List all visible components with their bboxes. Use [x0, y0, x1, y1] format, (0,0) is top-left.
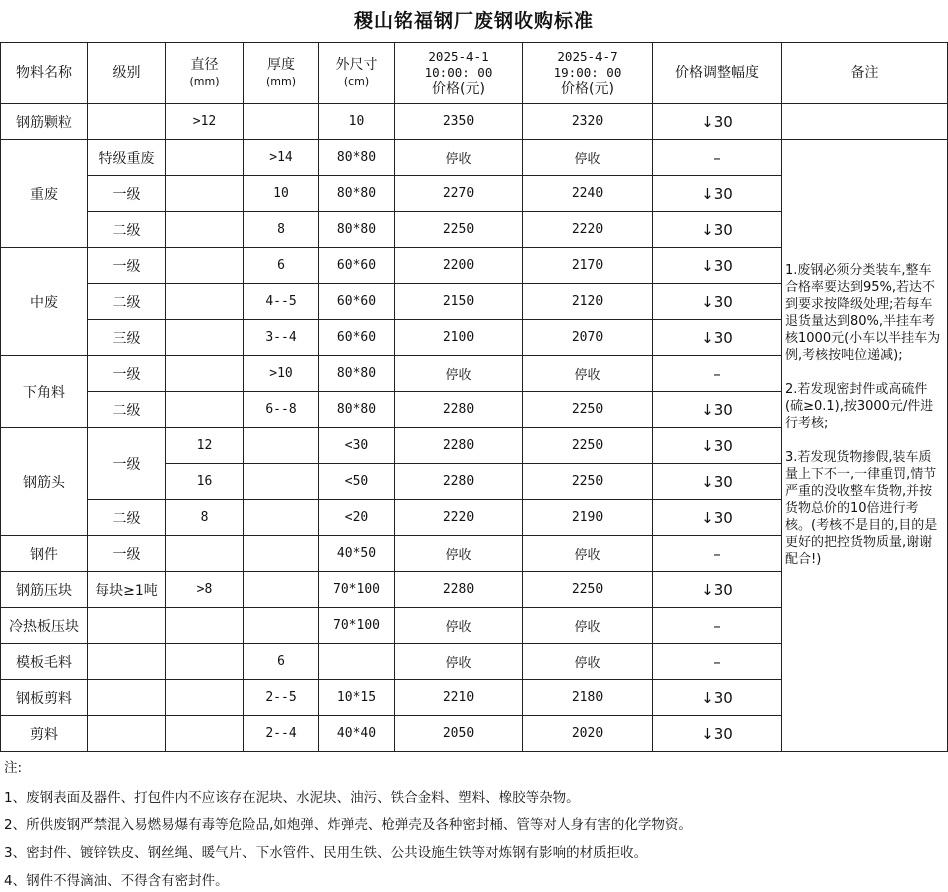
diameter-cell [166, 140, 244, 176]
price-after-cell: 2250 [523, 392, 653, 428]
price-change-cell: – [653, 536, 782, 572]
diameter-cell: >8 [166, 572, 244, 608]
grade-cell: 三级 [88, 320, 166, 356]
size-cell: 80*80 [319, 140, 395, 176]
diameter-cell: >12 [166, 104, 244, 140]
material-name-cell: 下角料 [1, 356, 88, 428]
material-name-cell: 中废 [1, 248, 88, 356]
diameter-cell [166, 356, 244, 392]
header-grade: 级别 [88, 43, 166, 104]
thickness-cell [244, 464, 319, 500]
remark-empty-cell [782, 104, 948, 140]
price-before-cell: 2250 [395, 212, 523, 248]
grade-cell [88, 644, 166, 680]
price-change-cell: ↓30 [653, 176, 782, 212]
price-change-cell: ↓30 [653, 248, 782, 284]
price-change-cell: ↓30 [653, 212, 782, 248]
thickness-cell: 2--5 [244, 680, 319, 716]
diameter-cell: 12 [166, 428, 244, 464]
header-size [319, 43, 395, 104]
grade-cell [88, 608, 166, 644]
thickness-cell [244, 500, 319, 536]
header-thickness-label: 厚度 [267, 56, 295, 73]
remark-cell: 1.废钢必须分类装车,整车合格率要达到95%,若达不到要求按降级处理;若每车退货量达到80%,半挂车考核1000元(小车以半挂车为例,考核按吨位递减); 2.若发现密封件或高硫件(硫≥0.1),按3000元/件进行考核; 3.若发现货物掺假,装车质量上下不一,一律重罚,情节严重的没收整车货物,并按货物总价的10倍进行考核。(考核不是目的,目的是更好的把控货物质量,谢谢配合!) [782, 140, 948, 752]
price-before-cell: 停收 [395, 644, 523, 680]
price-after-cell: 2320 [523, 104, 653, 140]
diameter-cell [166, 716, 244, 752]
price-change-cell: ↓30 [653, 320, 782, 356]
thickness-cell [244, 536, 319, 572]
price-after-cell: 2250 [523, 464, 653, 500]
diameter-cell [166, 320, 244, 356]
diameter-cell [166, 212, 244, 248]
price-after-cell: 2190 [523, 500, 653, 536]
note-item-1: 1、废钢表面及器件、打包件内不应该存在泥块、水泥块、油污、铁合金料、塑料、橡胶等杂物。 [4, 790, 580, 806]
price-before-cell: 停收 [395, 356, 523, 392]
grade-cell: 二级 [88, 392, 166, 428]
grade-cell [88, 680, 166, 716]
price-change-cell: ↓30 [653, 464, 782, 500]
thickness-cell: 4--5 [244, 284, 319, 320]
header-diameter [166, 43, 244, 104]
grade-cell: 每块≥1吨 [88, 572, 166, 608]
size-cell: 70*100 [319, 608, 395, 644]
price-after-cell: 停收 [523, 644, 653, 680]
note-item-3: 3、密封件、镀锌铁皮、钢丝绳、暖气片、下水管件、民用生铁、公共设施生铁等对炼钢有影响的材质拒收。 [4, 845, 648, 861]
size-cell: 10 [319, 104, 395, 140]
size-cell: 80*80 [319, 176, 395, 212]
price-before-cell: 停收 [395, 608, 523, 644]
thickness-cell [244, 572, 319, 608]
diameter-cell: 16 [166, 464, 244, 500]
header-date1 [395, 43, 523, 104]
thickness-cell: 10 [244, 176, 319, 212]
thickness-cell: 2--4 [244, 716, 319, 752]
grade-cell: 特级重废 [88, 140, 166, 176]
note-item-4: 4、钢件不得滴油、不得含有密封件。 [4, 873, 229, 889]
thickness-cell: 6 [244, 248, 319, 284]
grade-cell: 二级 [88, 212, 166, 248]
diameter-cell [166, 536, 244, 572]
material-name-cell: 钢筋压块 [1, 572, 88, 608]
header-size-unit: (cm) [343, 74, 370, 88]
material-name-cell: 冷热板压块 [1, 608, 88, 644]
grade-cell: 二级 [88, 284, 166, 320]
material-name-cell: 重废 [1, 140, 88, 248]
thickness-cell: 3--4 [244, 320, 319, 356]
price-change-cell: – [653, 140, 782, 176]
price-after-cell: 2250 [523, 428, 653, 464]
thickness-cell [244, 104, 319, 140]
material-name-cell: 钢板剪料 [1, 680, 88, 716]
header-date1-time: 10:00: 00 [424, 65, 493, 80]
price-before-cell: 2280 [395, 464, 523, 500]
price-after-cell: 2240 [523, 176, 653, 212]
size-cell: 60*60 [319, 320, 395, 356]
thickness-cell: >10 [244, 356, 319, 392]
price-change-cell: ↓30 [653, 428, 782, 464]
price-after-cell: 2120 [523, 284, 653, 320]
thickness-cell: >14 [244, 140, 319, 176]
header-diameter-label: 直径 [190, 56, 219, 73]
price-after-cell: 2220 [523, 212, 653, 248]
material-name-cell: 钢件 [1, 536, 88, 572]
price-after-cell: 2250 [523, 572, 653, 608]
header-date2-time: 19:00: 00 [553, 65, 622, 80]
price-after-cell: 2180 [523, 680, 653, 716]
thickness-cell: 6 [244, 644, 319, 680]
thickness-cell [244, 428, 319, 464]
price-change-cell: ↓30 [653, 284, 782, 320]
material-name-cell: 钢筋颗粒 [1, 104, 88, 140]
price-after-cell: 停收 [523, 356, 653, 392]
price-change-cell: ↓30 [653, 104, 782, 140]
size-cell: 80*80 [319, 392, 395, 428]
size-cell: <50 [319, 464, 395, 500]
price-before-cell: 2280 [395, 428, 523, 464]
grade-cell: 一级 [88, 356, 166, 392]
price-before-cell: 2100 [395, 320, 523, 356]
price-change-cell: ↓30 [653, 500, 782, 536]
price-before-cell: 2050 [395, 716, 523, 752]
size-cell: 70*100 [319, 572, 395, 608]
diameter-cell [166, 608, 244, 644]
header-remark: 备注 [782, 43, 948, 104]
notes-label: 注: [4, 760, 23, 776]
material-name-cell: 钢筋头 [1, 428, 88, 536]
size-cell: <20 [319, 500, 395, 536]
price-after-cell: 2170 [523, 248, 653, 284]
note-item-2: 2、所供废钢严禁混入易燃易爆有毒等危险品,如炮弹、炸弹壳、枪弹壳及各种密封桶、管等对人身有害的化学物资。 [4, 817, 692, 833]
price-before-cell: 停收 [395, 140, 523, 176]
thickness-cell [244, 608, 319, 644]
size-cell: <30 [319, 428, 395, 464]
price-before-cell: 停收 [395, 536, 523, 572]
header-row [1, 43, 948, 104]
price-change-cell: – [653, 356, 782, 392]
header-material: 物料名称 [1, 43, 88, 104]
diameter-cell: 8 [166, 500, 244, 536]
price-before-cell: 2220 [395, 500, 523, 536]
price-change-cell: ↓30 [653, 392, 782, 428]
diameter-cell [166, 248, 244, 284]
price-before-cell: 2210 [395, 680, 523, 716]
material-name-cell: 剪料 [1, 716, 88, 752]
price-change-cell: – [653, 608, 782, 644]
grade-cell [88, 104, 166, 140]
header-date1-price: 价格(元) [432, 81, 485, 97]
size-cell: 80*80 [319, 212, 395, 248]
header-thickness [244, 43, 319, 104]
size-cell [319, 644, 395, 680]
diameter-cell [166, 176, 244, 212]
price-before-cell: 2200 [395, 248, 523, 284]
price-after-cell: 2070 [523, 320, 653, 356]
grade-cell: 一级 [88, 248, 166, 284]
table-row [1, 140, 948, 176]
price-before-cell: 2280 [395, 392, 523, 428]
price-change-cell: ↓30 [653, 716, 782, 752]
price-after-cell: 停收 [523, 536, 653, 572]
diameter-cell [166, 392, 244, 428]
size-cell: 60*60 [319, 284, 395, 320]
price-after-cell: 停收 [523, 608, 653, 644]
header-date2-day: 2025-4-7 [557, 49, 618, 64]
price-after-cell: 2020 [523, 716, 653, 752]
header-size-label: 外尺寸 [335, 56, 378, 73]
price-before-cell: 2150 [395, 284, 523, 320]
diameter-cell [166, 284, 244, 320]
header-date1-day: 2025-4-1 [428, 49, 489, 64]
sheet-title: 稷山铭福钢厂废钢收购标准 [0, 0, 948, 43]
price-change-cell: ↓30 [653, 680, 782, 716]
header-change: 价格调整幅度 [653, 43, 782, 104]
material-name-cell: 模板毛料 [1, 644, 88, 680]
header-date2-price: 价格(元) [561, 81, 614, 97]
price-before-cell: 2350 [395, 104, 523, 140]
thickness-cell: 6--8 [244, 392, 319, 428]
grade-cell: 一级 [88, 428, 166, 500]
price-change-cell: – [653, 644, 782, 680]
price-after-cell: 停收 [523, 140, 653, 176]
price-table [0, 42, 948, 752]
size-cell: 10*15 [319, 680, 395, 716]
size-cell: 80*80 [319, 356, 395, 392]
grade-cell: 一级 [88, 176, 166, 212]
thickness-cell: 8 [244, 212, 319, 248]
size-cell: 60*60 [319, 248, 395, 284]
grade-cell: 一级 [88, 536, 166, 572]
price-change-cell: ↓30 [653, 572, 782, 608]
grade-cell: 二级 [88, 500, 166, 536]
diameter-cell [166, 644, 244, 680]
size-cell: 40*50 [319, 536, 395, 572]
table-row [1, 104, 948, 140]
grade-cell [88, 716, 166, 752]
header-thickness-unit: (mm) [265, 74, 296, 88]
price-before-cell: 2280 [395, 572, 523, 608]
diameter-cell [166, 680, 244, 716]
price-before-cell: 2270 [395, 176, 523, 212]
header-diameter-unit: (mm) [189, 74, 220, 88]
size-cell: 40*40 [319, 716, 395, 752]
header-date2 [523, 43, 653, 104]
